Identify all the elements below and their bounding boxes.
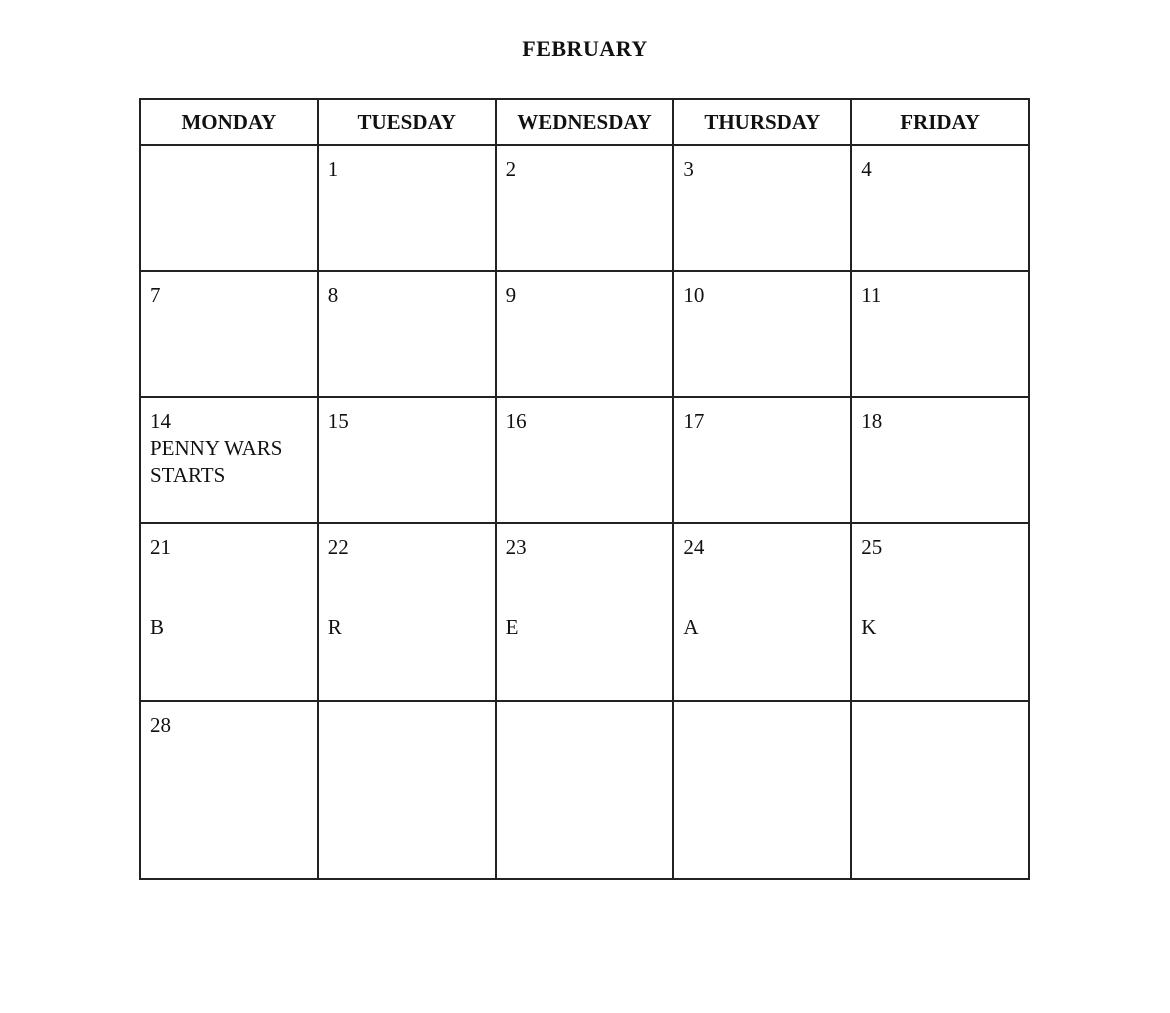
week-row <box>140 523 1029 701</box>
day-number: 25 <box>861 535 883 559</box>
day-number: 22 <box>327 535 349 559</box>
day-cell <box>140 523 318 701</box>
day-number: 15 <box>327 409 349 433</box>
day-cell <box>851 397 1029 523</box>
day-number: 10 <box>683 283 705 307</box>
day-cell <box>318 701 496 879</box>
break-letter: A <box>683 615 699 639</box>
day-number: 2 <box>505 157 517 181</box>
event-note: PENNY WARS STARTS <box>150 436 283 487</box>
day-cell <box>140 701 318 879</box>
header-tuesday: TUESDAY <box>318 99 496 145</box>
day-cell <box>140 145 318 271</box>
day-cell <box>673 145 851 271</box>
day-number: 4 <box>861 157 872 181</box>
day-cell <box>496 701 674 879</box>
calendar-title: FEBRUARY <box>522 36 648 61</box>
header-thursday: THURSDAY <box>673 99 851 145</box>
break-letter: K <box>861 615 877 639</box>
break-letter: E <box>505 615 519 639</box>
day-cell <box>673 523 851 701</box>
day-cell <box>851 523 1029 701</box>
day-cell <box>318 145 496 271</box>
day-cell <box>496 523 674 701</box>
day-number: 21 <box>150 535 171 559</box>
day-number: 8 <box>327 283 339 307</box>
header-friday: FRIDAY <box>851 99 1029 145</box>
day-cell <box>851 271 1029 397</box>
header-monday: MONDAY <box>140 99 318 145</box>
day-number: 18 <box>861 409 883 433</box>
day-number: 23 <box>505 535 527 559</box>
calendar-grid <box>139 98 1030 880</box>
day-cell <box>673 271 851 397</box>
week-row <box>140 701 1029 879</box>
day-number: 17 <box>683 409 705 433</box>
weekday-header-row <box>140 99 1029 145</box>
day-cell <box>673 701 851 879</box>
break-letter: R <box>327 615 342 639</box>
day-cell <box>140 397 318 523</box>
day-cell <box>673 397 851 523</box>
day-number: 14 <box>150 409 171 433</box>
day-cell <box>496 271 674 397</box>
day-cell <box>851 145 1029 271</box>
week-row <box>140 271 1029 397</box>
day-number: 16 <box>505 409 527 433</box>
week-row <box>140 145 1029 271</box>
break-letter: B <box>150 615 165 639</box>
day-cell <box>496 397 674 523</box>
day-number: 24 <box>683 535 705 559</box>
day-cell <box>496 145 674 271</box>
day-cell <box>318 271 496 397</box>
day-number: 11 <box>861 283 882 307</box>
day-cell <box>318 523 496 701</box>
day-cell <box>851 701 1029 879</box>
day-number: 28 <box>150 713 171 737</box>
day-cell <box>318 397 496 523</box>
day-cell <box>140 271 318 397</box>
day-number: 3 <box>683 157 694 181</box>
header-wednesday: WEDNESDAY <box>496 99 674 145</box>
week-row <box>140 397 1029 523</box>
day-number: 1 <box>327 157 339 181</box>
day-number: 9 <box>505 283 517 307</box>
day-number: 7 <box>150 283 161 307</box>
